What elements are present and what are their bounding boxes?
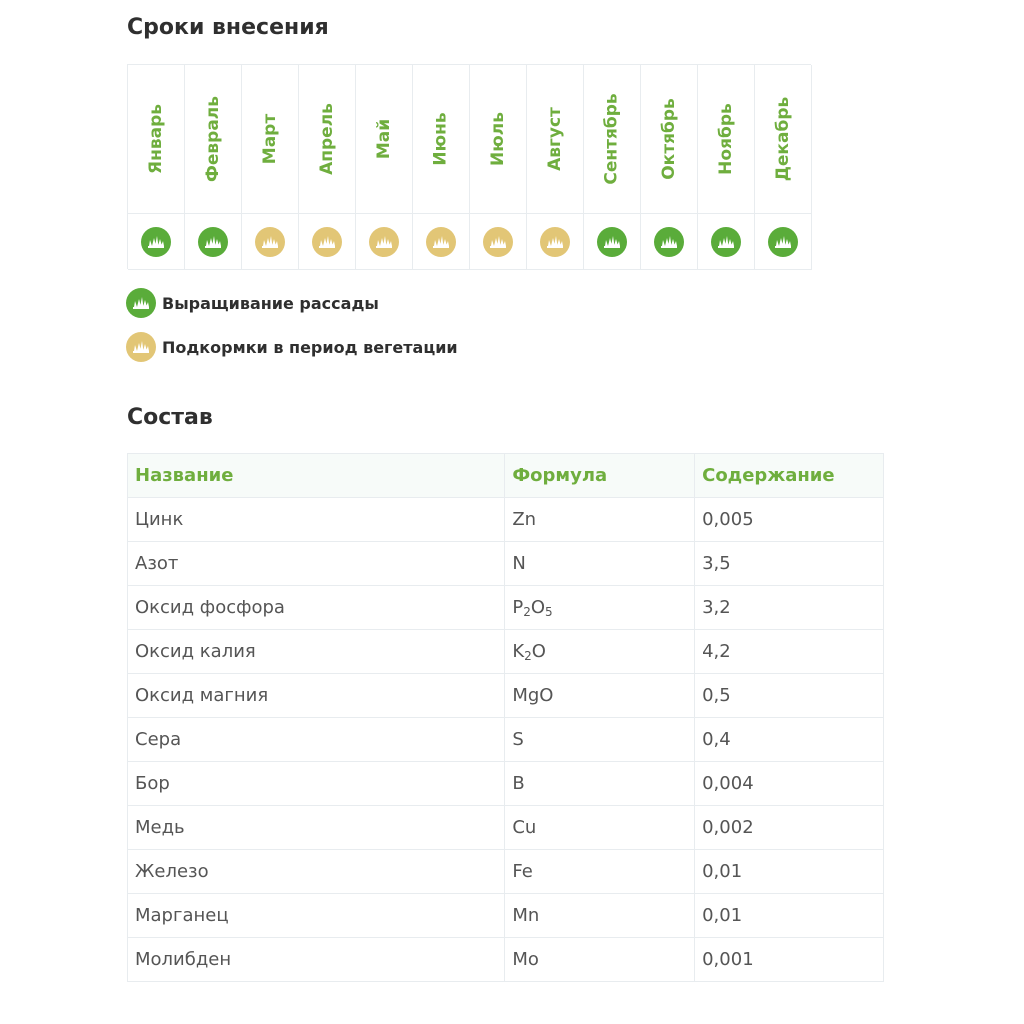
table-row [128,762,884,806]
cell-formula [505,938,695,982]
cell-content: 3,2 [695,586,884,630]
cell-formula [505,630,695,674]
grass-icon [255,227,285,257]
cell-formula [505,718,695,762]
legend-feeding [126,332,458,362]
cell-formula [505,894,695,938]
month-header-cell [185,65,242,214]
grass-icon [141,227,171,257]
cell-formula [505,674,695,718]
table-row [128,542,884,586]
month-header-cell [755,65,812,214]
header-name: Название [128,454,505,498]
cell-name: Марганец [128,894,505,938]
table-row [128,850,884,894]
grass-icon [483,227,513,257]
month-label: Октябрь [659,98,680,180]
table-row [128,498,884,542]
formula-part: K [512,640,525,662]
formula-part: N [512,553,526,574]
grass-icon [369,227,399,257]
cell-content: 0,004 [695,762,884,806]
cell-name: Медь [128,806,505,850]
formula-part: Zn [512,509,537,530]
month-header-cell [356,65,413,214]
composition-table [127,453,884,982]
table-row [128,894,884,938]
month-marker-cell [527,214,584,270]
month-label: Июнь [431,112,451,166]
month-marker-cell [242,214,299,270]
month-header-cell [527,65,584,214]
cell-formula [505,586,695,630]
month-header-cell [698,65,755,214]
month-marker-cell [128,214,185,270]
formula-part: O [530,596,545,618]
cell-content: 4,2 [695,630,884,674]
month-label: Февраль [203,96,223,182]
month-label: Январь [146,104,167,174]
cell-formula [505,498,695,542]
month-marker-cell [413,214,470,270]
cell-content: 0,005 [695,498,884,542]
formula-part: O [531,640,546,662]
month-label: Август [545,107,565,171]
formula-subscript: 2 [523,604,531,619]
header-formula: Формула [505,454,695,498]
month-marker-cell [584,214,641,270]
legend-feeding-label: Подкормки в период вегетации [162,337,458,357]
cell-content: 3,5 [695,542,884,586]
month-header-cell [128,65,185,214]
formula-part: B [512,773,525,794]
month-marker-cell [641,214,698,270]
legend-seedlings-label: Выращивание рассады [162,293,379,313]
grass-icon [312,227,342,257]
table-row [128,630,884,674]
grass-icon [540,227,570,257]
month-header-cell [413,65,470,214]
month-header-cell [641,65,698,214]
month-header-cell [584,65,641,214]
cell-name: Оксид фосфора [128,586,505,630]
grass-icon [126,288,156,318]
month-header-cell [470,65,527,214]
cell-formula [505,762,695,806]
table-row [128,806,884,850]
table-row [128,718,884,762]
month-header-cell [299,65,356,214]
formula-part: P [512,596,524,618]
month-label: Март [259,113,280,165]
cell-content: 0,001 [695,938,884,982]
cell-name: Молибден [128,938,505,982]
formula-part: Mo [512,949,539,970]
grass-icon [768,227,798,257]
cell-name: Бор [128,762,505,806]
formula-subscript: 5 [545,604,553,619]
cell-content: 0,4 [695,718,884,762]
formula-subscript: 2 [524,648,532,663]
formula-part: Cu [512,817,537,838]
formula-part: MgO [512,685,554,706]
month-marker-cell [185,214,242,270]
month-label: Апрель [317,103,337,175]
cell-formula [505,542,695,586]
formula-part: S [512,729,524,750]
month-label: Сентябрь [602,93,622,185]
cell-name: Цинк [128,498,505,542]
table-row [128,586,884,630]
table-row [128,674,884,718]
month-label: Июль [488,112,508,166]
month-header-cell [242,65,299,214]
schedule-calendar [127,64,811,269]
table-header-row [128,454,884,498]
cell-name: Оксид калия [128,630,505,674]
header-content: Содержание [695,454,884,498]
cell-name: Железо [128,850,505,894]
table-row [128,938,884,982]
cell-content: 0,01 [695,894,884,938]
cell-content: 0,01 [695,850,884,894]
formula-part: Mn [512,905,540,926]
cell-name: Оксид магния [128,674,505,718]
month-label: Декабрь [773,96,793,182]
grass-icon [126,332,156,362]
grass-icon [654,227,684,257]
grass-icon [711,227,741,257]
cell-formula [505,850,695,894]
cell-name: Азот [128,542,505,586]
month-marker-cell [698,214,755,270]
schedule-title: Сроки внесения [127,15,329,40]
month-marker-cell [755,214,812,270]
grass-icon [426,227,456,257]
cell-name: Сера [128,718,505,762]
composition-title: Состав [127,405,213,430]
month-marker-cell [356,214,413,270]
month-marker-cell [299,214,356,270]
cell-content: 0,002 [695,806,884,850]
legend-seedlings [126,288,379,318]
month-label: Ноябрь [716,103,736,175]
grass-icon [597,227,627,257]
month-label: Май [374,118,394,160]
formula-part: Fe [512,861,533,882]
cell-formula [505,806,695,850]
grass-icon [198,227,228,257]
month-marker-cell [470,214,527,270]
cell-content: 0,5 [695,674,884,718]
